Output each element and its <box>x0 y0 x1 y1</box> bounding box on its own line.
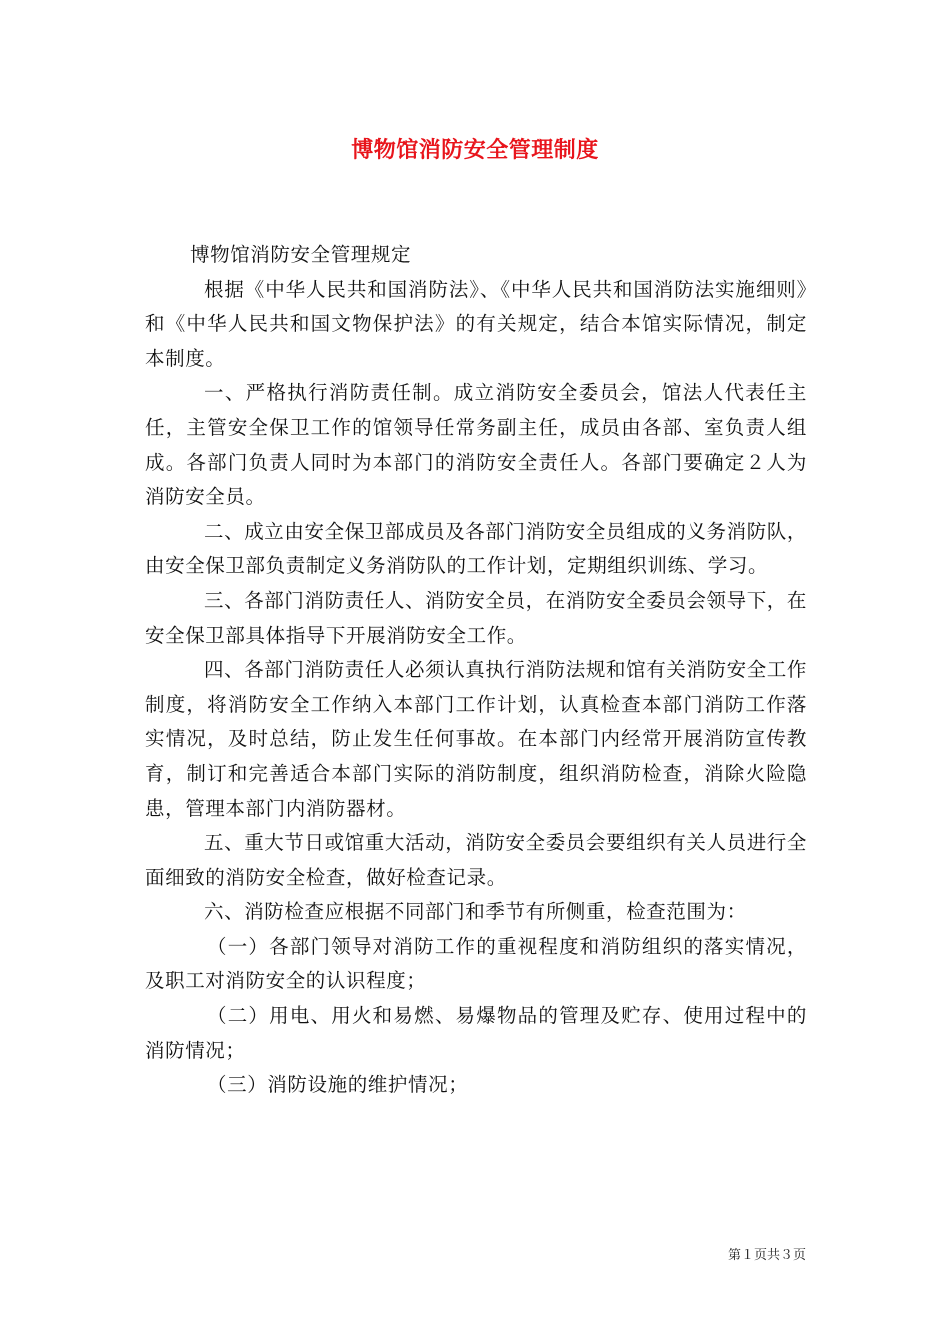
paragraph-4: 四、各部门消防责任人必须认真执行消防法规和馆有关消防安全工作制度，将消防安全工作纳入本部门工作计划，认真检查本部门消防工作落实情况，及时总结，防止发生任何事故。在本部门内经常开展消防宣传教育，制订和完善适合本部门实际的消防制度，组织消防检查，消除火险隐患，管理本部门内消防器材。 <box>145 658 808 820</box>
document-body <box>145 238 807 1103</box>
paragraph-2: 二、成立由安全保卫部成员及各部门消防安全员组成的义务消防队，由安全保卫部负责制定义务消防队的工作计划，定期组织训练、学习。 <box>145 519 808 578</box>
document-subtitle: 博物馆消防安全管理规定 <box>190 243 412 266</box>
page-number: 第１页共３页 <box>727 1248 806 1263</box>
paragraph-intro: 根据《中华人民共和国消防法》、《中华人民共和国消防法实施细则》和《中华人民共和国文物保护法》的有关规定，结合本馆实际情况，制定本制度。 <box>145 277 807 370</box>
document-title: 博物馆消防安全管理制度 <box>351 137 599 163</box>
paragraph-5: 五、重大节日或馆重大活动，消防安全委员会要组织有关人员进行全面细致的消防安全检查，做好检查记录。 <box>145 831 808 889</box>
paragraph-6-item-3: （三）消防设施的维护情况； <box>207 1073 469 1097</box>
paragraph-1: 一、严格执行消防责任制。成立消防安全委员会，馆法人代表任主任，主管安全保卫工作的馆领导任常务副主任，成员由各部、室负责人组成。各部门负责人同时为本部门的消防安全责任人。各部门要确定２人为消防安全员。 <box>145 381 807 509</box>
paragraph-6-item-2: （二）用电、用火和易燃、易爆物品的管理及贮存、使用过程中的消防情况； <box>145 1004 807 1062</box>
paragraph-3: 三、各部门消防责任人、消防安全员，在消防安全委员会领导下，在安全保卫部具体指导下开展消防安全工作。 <box>145 588 808 647</box>
paragraph-6: 六、消防检查应根据不同部门和季节有所侧重，检查范围为： <box>204 900 747 924</box>
paragraph-6-item-1: （一）各部门领导对消防工作的重视程度和消防组织的落实情况，及职工对消防安全的认识程度； <box>145 934 807 993</box>
